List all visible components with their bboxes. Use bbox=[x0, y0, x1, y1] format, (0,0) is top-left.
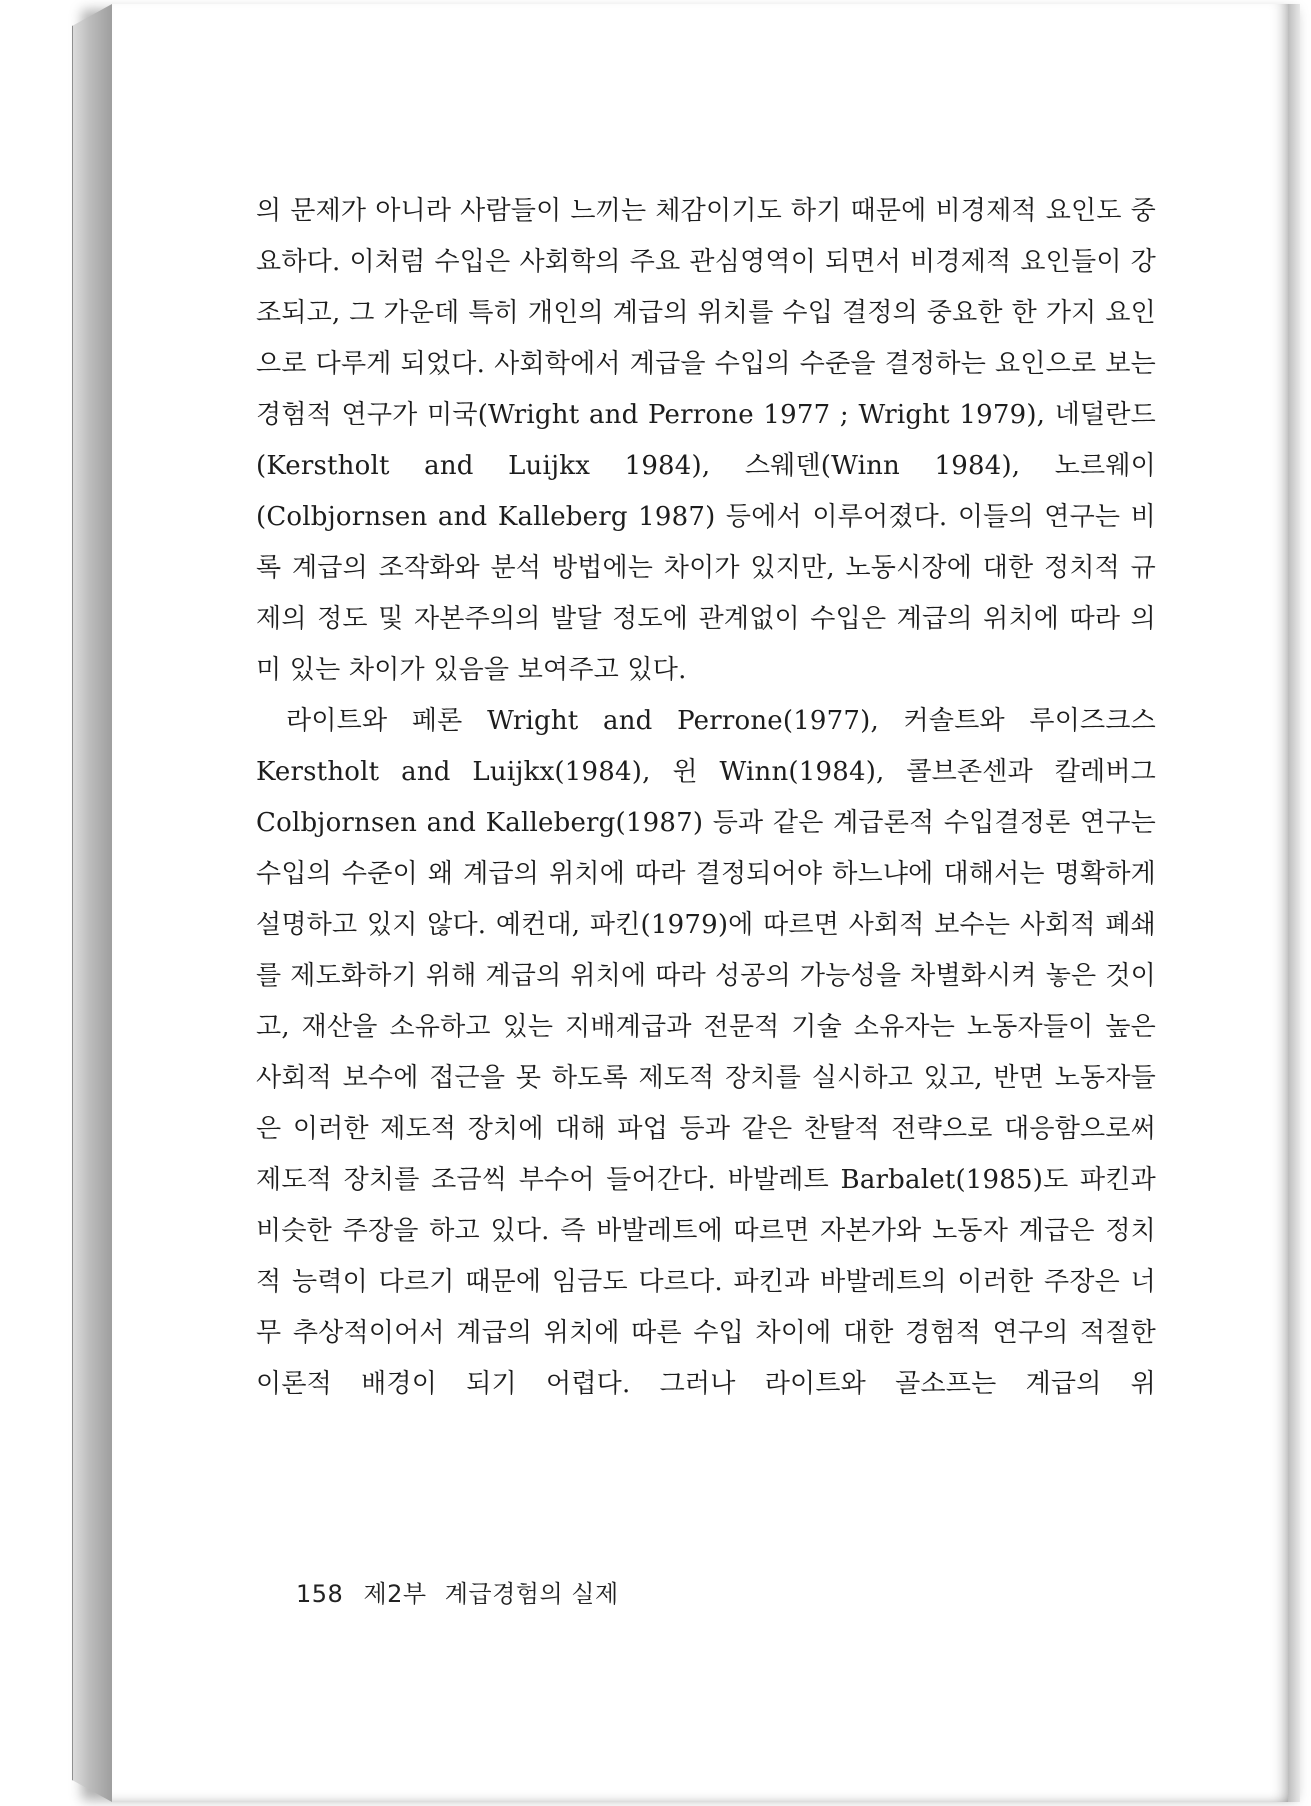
page-footer bbox=[296, 1574, 619, 1609]
body-text bbox=[256, 186, 1156, 1410]
page-number: 158 bbox=[296, 1580, 344, 1608]
paragraph-1: 의 문제가 아니라 사람들이 느끼는 체감이기도 하기 때문에 비경제적 요인도 중요하다. 이처럼 수입은 사회학의 주요 관심영역이 되면서 비경제적 요인들이 강조되고, 그 가운데 특히 개인의 계급의 위치를 수입 결정의 중요한 한 가지 요인으로 다루게 되었다. 사회학에서 계급을 수입의 수준을 결정하는 요인으로 보는 경험적 연구가 미국(Wright and Perrone 1977 ; Wright 1979), 네덜란드(Kerstholt and Luijkx 1984), 스웨덴(Winn 1984), 노르웨이(Colbjornsen and Kalleberg 1987) 등에서 이루어졌다. 이들의 연구는 비록 계급의 조작화와 분석 방법에는 차이가 있지만, 노동시장에 대한 정치적 규제의 정도 및 자본주의의 발달 정도에 관계없이 수입은 계급의 위치에 따라 의미 있는 차이가 있음을 보여주고 있다. bbox=[256, 196, 1156, 685]
paragraph-2: 라이트와 페론 Wright and Perrone(1977), 커솔트와 루이즈크스 Kerstholt and Luijkx(1984), 윈 Winn(1984), 콜브존센과 칼레버그 Colbjornsen and Kalleberg(1987) 등과 같은 계급론적 수입결정론 연구는 수입의 수준이 왜 계급의 위치에 따라 결정되어야 하느냐에 대해서는 명확하게 설명하고 있지 않다. 예컨대, 파킨(1979)에 따르면 사회적 보수는 사회적 폐쇄를 제도화하기 위해 계급의 위치에 따라 성공의 가능성을 차별화시켜 놓은 것이고, 재산을 소유하고 있는 지배계급과 전문적 기술 소유자는 노동자들이 높은 사회적 보수에 접근을 못 하도록 제도적 장치를 실시하고 있고, 반면 노동자들은 이러한 제도적 장치에 대해 파업 등과 같은 찬탈적 전략으로 대응함으로써 제도적 장치를 조금씩 부수어 들어간다. 바발레트 Barbalet(1985)도 파킨과 비슷한 주장을 하고 있다. 즉 바발레트에 따르면 자본가와 노동자 계급은 정치적 능력이 다르기 때문에 임금도 다르다. 파킨과 바발레트의 이러한 주장은 너무 추상적이어서 계급의 위치에 따른 수입 차이에 대한 경험적 연구의 적절한 이론적 배경이 되기 어렵다. 그러나 라이트와 골소프는 계급의 위 bbox=[256, 706, 1156, 1399]
page-edge bbox=[1288, 4, 1300, 1802]
book-spine bbox=[72, 4, 113, 1802]
part-label: 제2부 bbox=[363, 1580, 427, 1608]
chapter-title: 계급경험의 실제 bbox=[444, 1580, 619, 1608]
